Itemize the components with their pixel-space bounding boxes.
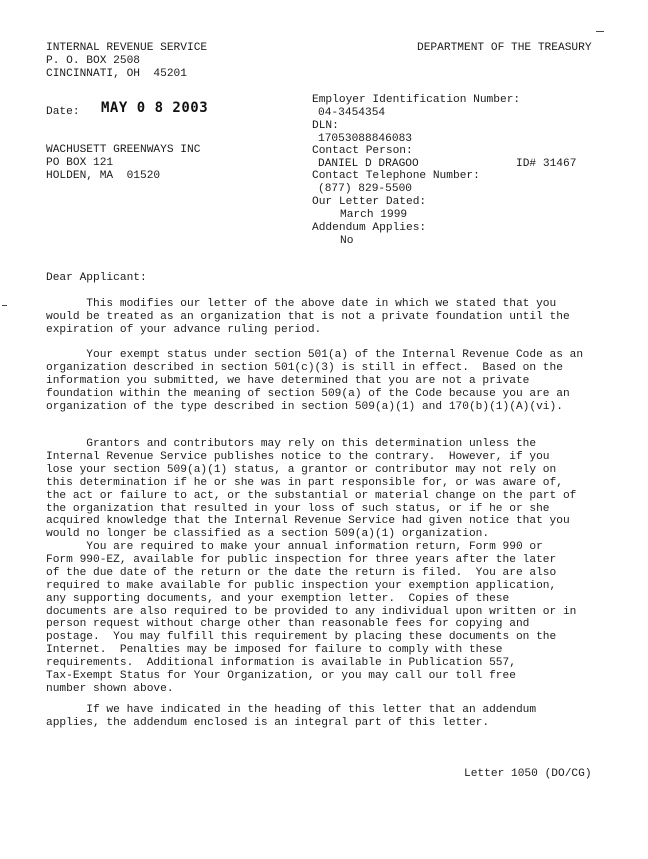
scan-mark-top-right (596, 31, 604, 32)
sender-agency: INTERNAL REVENUE SERVICE (46, 42, 208, 54)
contact-person-value: DANIEL D DRAGOO (318, 158, 419, 170)
scan-mark-left (2, 305, 7, 306)
paragraph-exempt-status: Your exempt status under section 501(a) of the Internal Revenue Code as an organization described in section 501(c)(3) is still in effect. Based on the information you submitted, we have determined that you are not a private foundation within the meaning of section 509(a) of the Code because you are an organization of the type described in section 509(a)(1) and 170(b)(1)(A)(vi). (46, 349, 584, 413)
date-stamp: MAY 0 8 2003 (101, 100, 209, 116)
ein-value: 04-3454354 (318, 107, 386, 119)
salutation: Dear Applicant: (46, 272, 147, 284)
dln-label: DLN: (312, 120, 339, 132)
recipient-name: WACHUSETT GREENWAYS INC (46, 144, 201, 156)
letter-code: Letter 1050 (DO/CG) (464, 768, 592, 780)
recipient-address-line2: HOLDEN, MA 01520 (46, 170, 161, 182)
letter-dated-label: Our Letter Dated: (312, 196, 427, 208)
department-heading: DEPARTMENT OF THE TREASURY (417, 42, 592, 54)
addendum-label: Addendum Applies: (312, 222, 427, 234)
addendum-value: No (340, 235, 354, 247)
letter-dated-value: March 1999 (340, 209, 408, 221)
phone-value: (877) 829-5500 (318, 183, 412, 195)
paragraph-modification: This modifies our letter of the above date in which we stated that you would be treated as an organization that is not a private foundation until the expiration of your advance ruling period. (46, 298, 570, 336)
paragraph-grantors: Grantors and contributors may rely on this determination unless the Internal Revenue Service publishes notice to the contrary. However, if you lose your section 509(a)(1) status, a grantor or contributor may not rely on this determination if he or she was in part responsible for, or was aware of, the act or failure to act, or the substantial or material change on the part of the organization that resulted in your loss of such status, or if he or she acquired knowledge that the Internal Revenue Service had given notice that you would no longer be classified as a section 509(a)(1) organization. (46, 438, 577, 541)
contact-person-label: Contact Person: (312, 145, 413, 157)
phone-label: Contact Telephone Number: (312, 170, 480, 182)
sender-address-line2: CINCINNATI, OH 45201 (46, 68, 187, 80)
ein-label: Employer Identification Number: (312, 94, 521, 106)
sender-address-line1: P. O. BOX 2508 (46, 55, 140, 67)
paragraph-addendum: If we have indicated in the heading of this letter that an addendum applies, the addendum enclosed is an integral part of this letter. (46, 704, 537, 729)
contact-id: ID# 31467 (516, 158, 577, 170)
date-label: Date: (46, 106, 80, 118)
recipient-address-line1: PO BOX 121 (46, 157, 114, 169)
dln-value: 17053088846083 (318, 133, 412, 145)
paragraph-public-inspection: You are required to make your annual information return, Form 990 or Form 990-EZ, available for public inspection for three years after the later of the due date of the return or the date the return is filed. You are also required to make available for public inspection your exemption application, any supporting documents, and your exemption letter. Copies of these documents are also required to be provided to any individual upon written or in person request without charge other than reasonable fees for copying and postage. You may fulfill this requirement by placing these documents on the Internet. Penalties may be imposed for failure to comply with these requirements. Additional information is available in Publication 557, Tax-Exempt Status for Your Organization, or you may call our toll free number shown above. (46, 541, 577, 695)
